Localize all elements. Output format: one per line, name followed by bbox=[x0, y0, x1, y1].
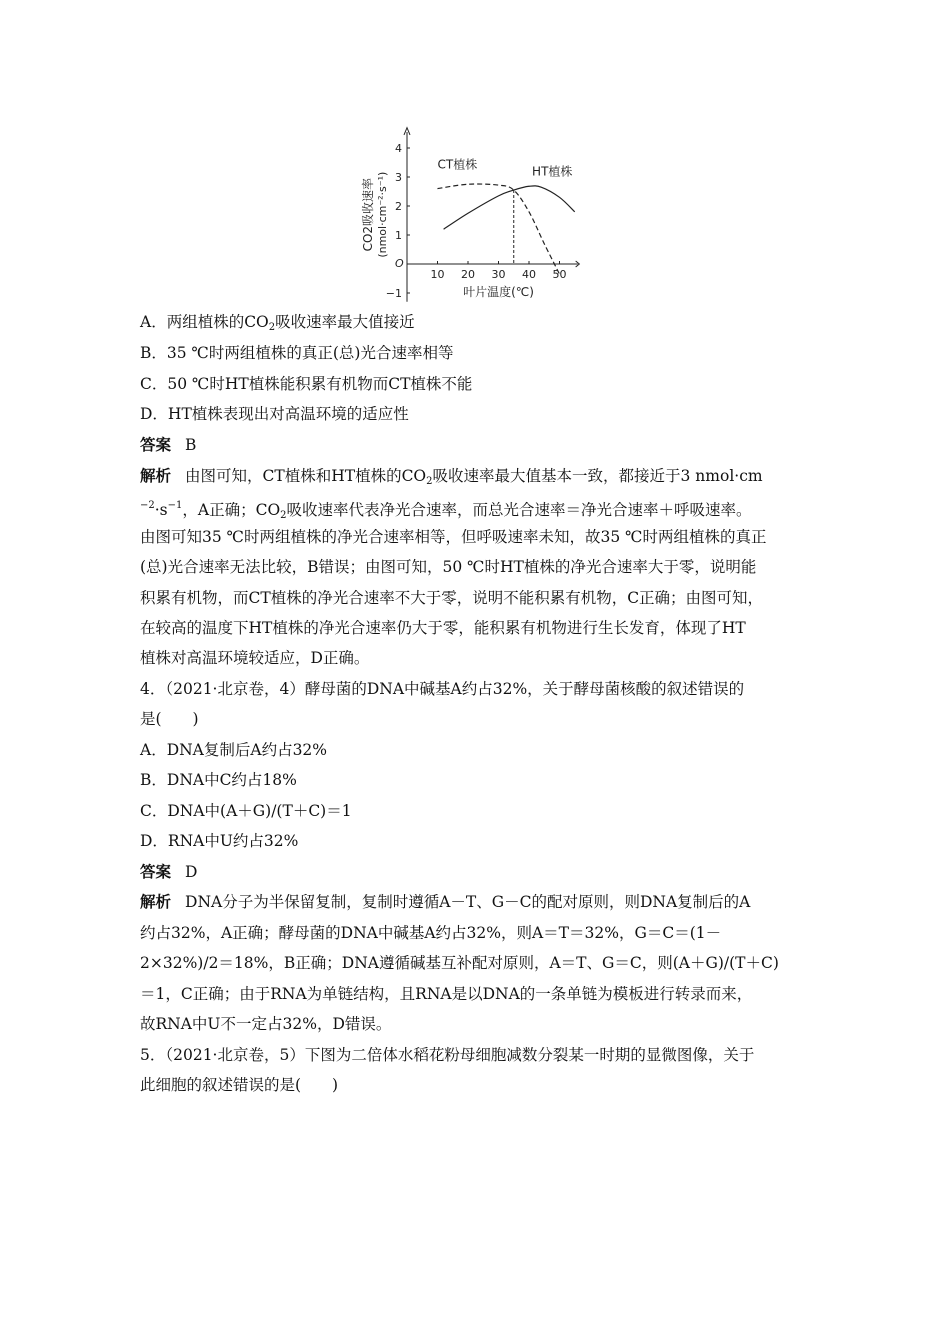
y-tick-label: 4 bbox=[395, 142, 402, 155]
q4-answer: 答案 D bbox=[140, 862, 198, 881]
q4-option-d: D．RNA中U约占32% bbox=[140, 832, 299, 850]
q3-analysis-line: 植株对高温环境较适应，D正确。 bbox=[140, 649, 370, 667]
chart-labels bbox=[360, 142, 572, 300]
series-ht-line bbox=[444, 186, 575, 229]
co2-absorption-chart bbox=[355, 118, 605, 303]
x-tick-label: 10 bbox=[430, 268, 445, 281]
q3-answer: 答案 B bbox=[140, 435, 197, 454]
q4-analysis-line: 故RNA中U不一定占32%，D错误。 bbox=[140, 1015, 392, 1033]
q3-option-a: A．两组植株的$CO_2$吸收速率最大值接近 bbox=[140, 313, 415, 333]
q4-analysis-line: ＝1，C正确；由于RNA为单链结构，且RNA是以DNA的一条单链为模板进行转录而来， bbox=[140, 985, 753, 1003]
q4-analysis-line: 2×32%)/2＝18%，B正确；DNA遵循碱基互补配对原则，A＝T、G＝C，则(A＋G)/(T＋C) bbox=[140, 954, 779, 972]
q4-option-b: B．DNA中C约占18% bbox=[140, 771, 297, 789]
x-tick-label: 40 bbox=[522, 268, 536, 281]
q4-stem: 是( ) bbox=[140, 710, 199, 728]
q3-option-c: C．50 ℃时HT植株能积累有机物而CT植株不能 bbox=[140, 375, 473, 393]
q4-option-a: A．DNA复制后A约占32% bbox=[140, 741, 328, 759]
q3-analysis-line: 解析 由图可知，CT植株和HT植株的$CO_2$吸收速率最大值基本一致，都接近于3 nmol·cm bbox=[140, 466, 763, 487]
q4-analysis-line: 解析 DNA分子为半保留复制，复制时遵循A－T、G－C的配对原则，则DNA复制后的A bbox=[140, 892, 751, 911]
x-tick-label: 20 bbox=[461, 268, 475, 281]
chart-marks bbox=[438, 184, 575, 274]
q5-stem: 5．（2021·北京卷，5）下图为二倍体水稻花粉母细胞减数分裂某一时期的显微图像，关于 bbox=[140, 1046, 755, 1064]
origin-label: O bbox=[395, 257, 404, 270]
x-tick-label: 30 bbox=[491, 268, 506, 281]
q3-analysis-line: 在较高的温度下HT植株的净光合速率仍大于零，能积累有机物进行生长发育，体现了HT bbox=[140, 619, 746, 637]
y-tick-label: 3 bbox=[395, 171, 402, 184]
x-tick-label: 50 bbox=[552, 268, 567, 281]
q5-stem: 此细胞的叙述错误的是( ) bbox=[140, 1076, 339, 1094]
x-axis-label: 叶片温度(℃) bbox=[463, 285, 534, 299]
y-tick-label: 2 bbox=[395, 200, 402, 213]
series-ct-line bbox=[438, 184, 560, 274]
q3-analysis-line: (总)光合速率无法比较，B错误；由图可知，50 ℃时HT植株的净光合速率大于零，说明能 bbox=[140, 558, 757, 576]
q3-option-b: B．35 ℃时两组植株的真正(总)光合速率相等 bbox=[140, 344, 454, 362]
legend-ht: HT植株 bbox=[532, 164, 573, 179]
q3-analysis-line: 由图可知35 ℃时两组植株的净光合速率相等，但呼吸速率未知，故35 ℃时两组植株的真正 bbox=[140, 528, 767, 546]
q4-stem: 4．（2021·北京卷，4）酵母菌的DNA中碱基A约占32%，关于酵母菌核酸的叙述错误的 bbox=[140, 680, 745, 698]
y-tick-label: 1 bbox=[395, 229, 402, 242]
q3-analysis-line: 积累有机物，而CT植株的净光合速率不大于零，说明不能积累有机物，C正确；由图可知， bbox=[140, 589, 764, 607]
y-axis-label: CO2吸收速率 bbox=[361, 177, 375, 252]
y-axis-unit: (nmol·cm⁻²·s⁻¹) bbox=[376, 171, 389, 258]
q3-option-d: D．HT植株表现出对高温环境的适应性 bbox=[140, 405, 409, 423]
q4-option-c: C．DNA中(A＋G)/(T＋C)＝1 bbox=[140, 802, 352, 820]
q4-analysis-line: 约占32%，A正确；酵母菌的DNA中碱基A约占32%，则A＝T＝32%，G＝C＝(1－ bbox=[140, 924, 722, 942]
q3-analysis-line: $^{-2}\cdot s^{-1}$，A正确；$CO_2$吸收速率代表净光合速率，而总光合速率＝净光合速率＋呼吸速率。 bbox=[140, 500, 752, 521]
legend-ct: CT植株 bbox=[437, 157, 478, 172]
y-tick-label: −1 bbox=[385, 287, 402, 300]
